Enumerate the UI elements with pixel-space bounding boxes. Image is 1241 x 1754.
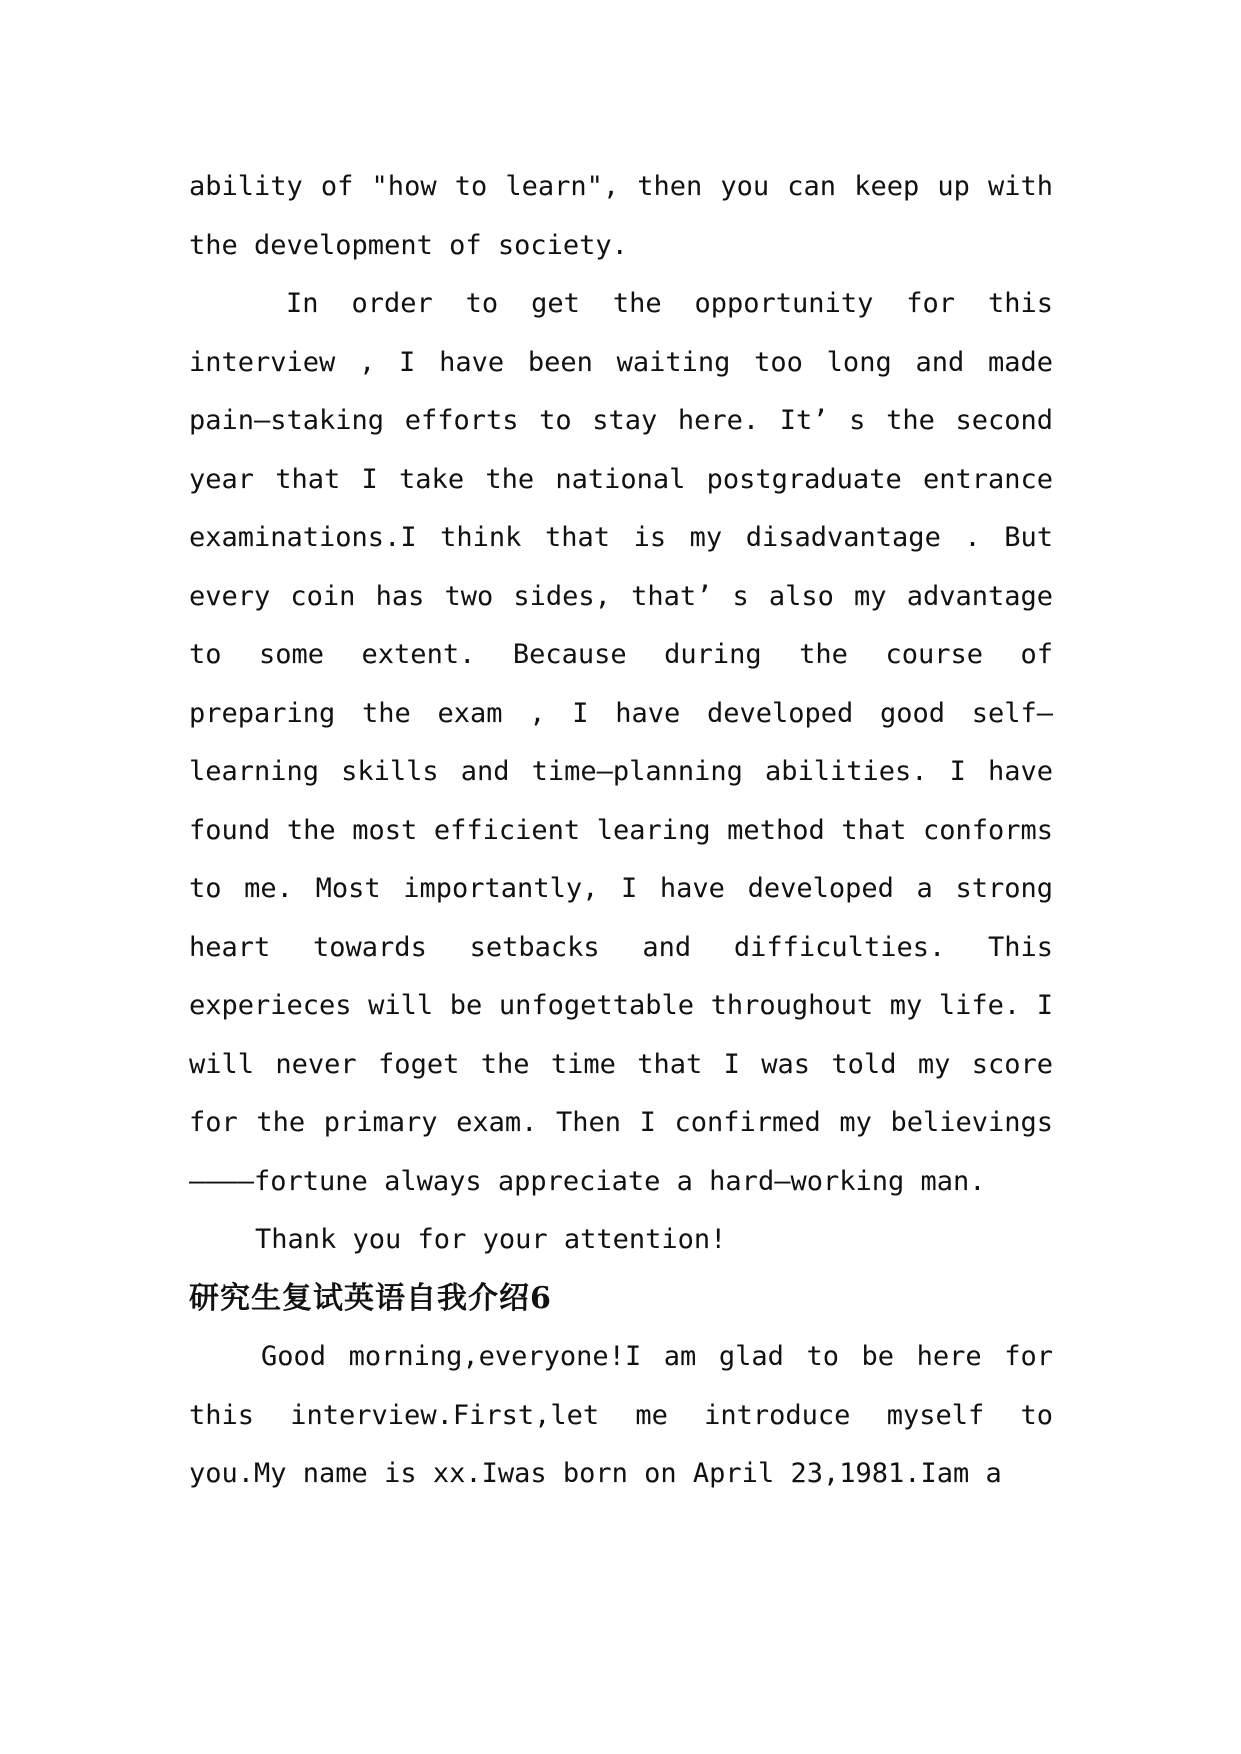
paragraph-continuation: ability of "how to learn", then you can keep up with the development of society. xyxy=(189,171,1053,261)
paragraph-introduction: Good morning,everyone!I am glad to be here for this interview.First,let me introduce myself to you.My name is xx.Iwas born on April 23,1981.Iam a xyxy=(189,1341,1053,1489)
document-body xyxy=(189,158,1053,1504)
paragraph-interview-story: In order to get the opportunity for this interview , I have been waiting too long and made pain—staking efforts to stay here. It’ s the second year that I take the national postgraduate entrance examinations.I think that is my disadvantage . But every coin has two sides, that’ s also my advantage to some extent. Because during the course of preparing the exam , I have developed good self—learning skills and time—planning abilities. I have found the most efficient learing method that conforms to me. Most importantly, I have developed a strong heart towards setbacks and difficulties. This experieces will be unfogettable throughout my life. I will never foget the time that I was told my score for the primary exam. Then I confirmed my believings————fortune always appreciate a hard—working man. xyxy=(189,288,1053,1197)
section-heading: 研究生复试英语自我介绍6 xyxy=(189,1280,552,1316)
paragraph-thanks: Thank you for your attention! xyxy=(255,1224,727,1255)
